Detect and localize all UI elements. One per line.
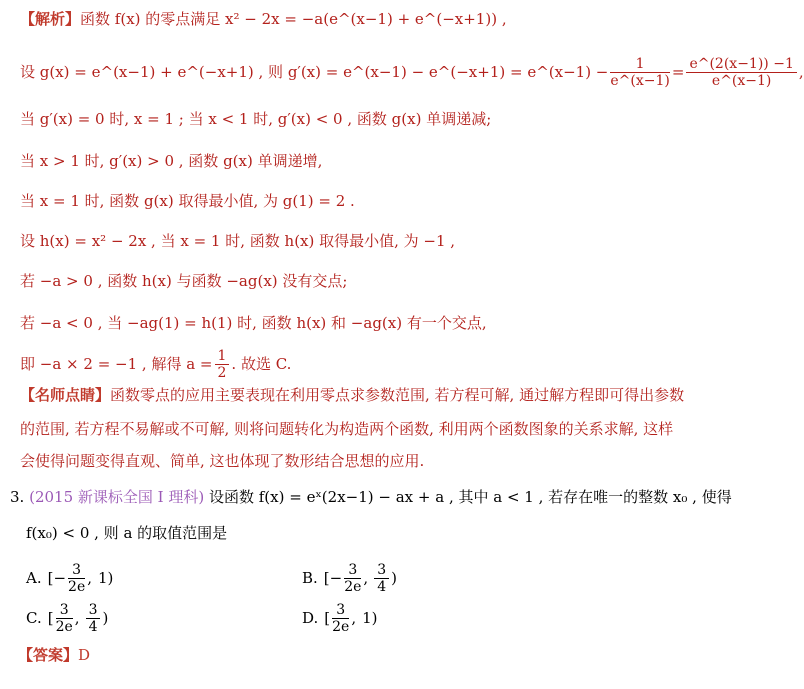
analysis-text-1: 函数 f(x) 的零点满足 x² − 2x = −a(e^(x−1) + e^(−x+1)) ,: [80, 10, 507, 28]
analysis-line-8: 若 −a < 0 , 当 −ag(1) = h(1) 时, 函数 h(x) 和 −ag(x) 有一个交点,: [20, 314, 487, 332]
question-3-stem-line-1: [10, 486, 732, 508]
teacher-note-line-3: 会使得问题变得直观、简单, 这也体现了数形结合思想的应用.: [20, 452, 425, 470]
option-b-fraction-2: $\frac{3}{4}$: [374, 562, 389, 595]
analysis-text-2-end: ,: [798, 63, 804, 81]
option-c-fraction-2: $\frac{3}{4}$: [86, 602, 101, 635]
equals-sign: =: [671, 63, 685, 81]
option-c[interactable]: C. [ $\frac{3}{2e}$ , $\frac{3}{4}$ ): [26, 601, 109, 635]
fraction-exp: $\frac{e\^{}(2(x-1)) -1}{e\^{}(x-1)}$: [686, 56, 796, 89]
teacher-note-line-2: 的范围, 若方程不易解或不可解, 则将问题转化为构造两个函数, 利用两个函数图象的关系求解, 这样: [20, 420, 674, 438]
option-a[interactable]: A. [− $\frac{3}{2e}$ , 1): [26, 561, 114, 595]
option-d[interactable]: D. [ $\frac{3}{2e}$ , 1): [302, 601, 378, 635]
analysis-line-1: [20, 8, 507, 30]
option-b[interactable]: B. [− $\frac{3}{2e}$ , $\frac{3}{4}$ ): [302, 561, 397, 595]
analysis-text-9a: 即 −a × 2 = −1 , 解得 a =: [20, 355, 213, 373]
question-3-stem-line-2: f(x₀) < 0 , 则 a 的取值范围是: [26, 524, 228, 542]
answer-line: [18, 644, 90, 666]
analysis-line-4: 当 x > 1 时, g′(x) > 0 , 函数 g(x) 单调递增,: [20, 152, 323, 170]
analysis-line-9: [20, 344, 291, 384]
question-stem-1: 设函数 f(x) = eˣ(2x−1) − ax + a , 其中 a < 1 , 若存在唯一的整数 x₀ , 使得: [208, 488, 732, 506]
teacher-note-text-1: 函数零点的应用主要表现在利用零点求参数范围, 若方程可解, 通过解方程即可得出参数: [110, 386, 685, 404]
answer-tag: 【答案】: [18, 646, 79, 664]
question-number: 3.: [10, 488, 25, 506]
analysis-text-2a: 设 g(x) = e^(x−1) + e^(−x+1) , 则 g′(x) = e^(x−1) − e^(−x+1) = e^(x−1) −: [20, 63, 609, 81]
answer-value: D: [78, 646, 91, 664]
option-c-fraction-1: $\frac{3}{2e}$: [55, 601, 73, 635]
option-a-fraction: $\frac{3}{2e}$: [68, 561, 86, 595]
analysis-tag: 【解析】: [20, 10, 81, 28]
analysis-line-5: 当 x = 1 时, 函数 g(x) 取得最小值, 为 g(1) = 2 .: [20, 192, 355, 210]
analysis-text-9b: . 故选 C.: [231, 355, 292, 373]
fraction-1-over-exp: $\frac{1}{e\^{}(x-1)}$: [610, 55, 670, 89]
analysis-line-3: 当 g′(x) = 0 时, x = 1 ; 当 x < 1 时, g′(x) < 0 , 函数 g(x) 单调递减;: [20, 110, 492, 128]
teacher-note-tag: 【名师点睛】: [20, 386, 111, 404]
fraction-one-half: $\frac{1}{2}$: [215, 348, 230, 381]
question-source: (2015 新课标全国 I 理科): [29, 488, 205, 506]
analysis-line-7: 若 −a > 0 , 函数 h(x) 与函数 −ag(x) 没有交点;: [20, 272, 348, 290]
analysis-line-2: [20, 52, 804, 92]
teacher-note-line-1: [20, 384, 684, 406]
option-b-fraction-1: $\frac{3}{2e}$: [344, 561, 362, 595]
option-d-fraction: $\frac{3}{2e}$: [332, 601, 350, 635]
analysis-line-6: 设 h(x) = x² − 2x , 当 x = 1 时, 函数 h(x) 取得最小值, 为 −1 ,: [20, 232, 456, 250]
